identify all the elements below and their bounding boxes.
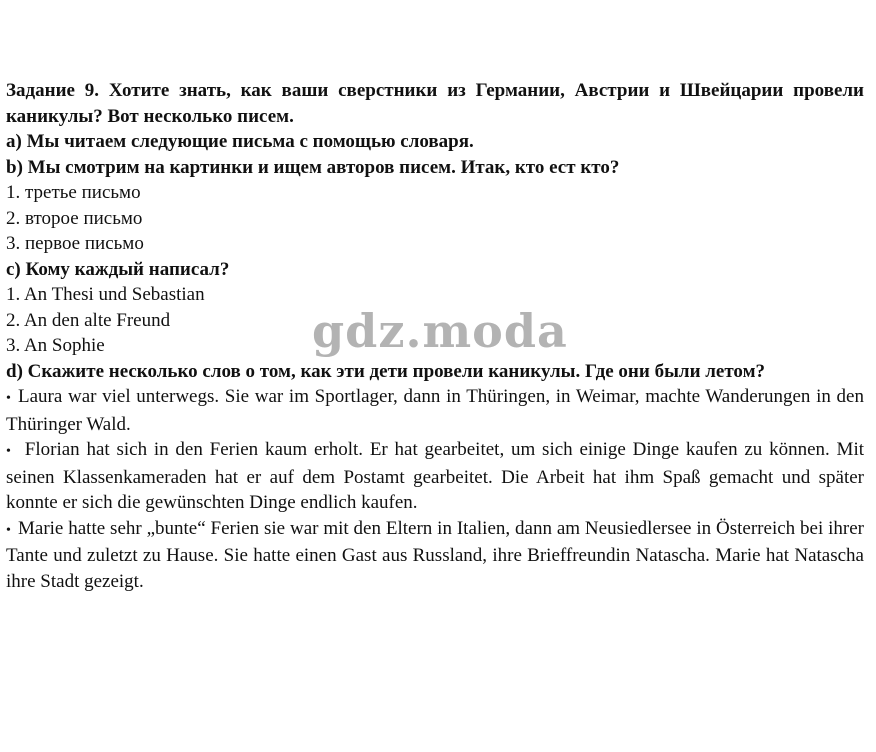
task-heading: Задание 9. Хотите знать, как ваши сверстники из Германии, Австрии и Швейцарии провели каникулы? Вот несколько писем. [6,80,864,127]
bullet-mark: • [6,391,11,406]
answer-d-florian [6,437,864,516]
answer-b-3: 3. первое письмо [6,233,144,254]
part-b-instruction: b) Мы смотрим на картинки и ищем авторов писем. Итак, кто ест кто? [6,156,620,178]
answer-d-marie-text: Marie hatte sehr „bunte“ Ferien sie war mit den Eltern in Italien, dann am Neusiedlersee in Österreich bei ihrer Tante und zuletzt zu Hause. Sie hatte einen Gast aus Russland, ihre Brieffreundin Natascha. Marie hat Natascha ihre Stadt gezeigt. [6,517,864,592]
answer-c-2: 2. An den alte Freund [6,309,171,331]
answer-d-florian-text: Florian hat sich in den Ferien kaum erholt. Er hat gearbeitet, um sich einige Dinge kaufen zu können. Mit seinen Klassenkameraden hat er auf dem Postamt gearbeitet. Die Arbeit hat ihm Spaß gemacht und später konnte er sich die gewünschten Dinge endlich kaufen. [6,439,864,513]
answer-d-marie [6,516,864,595]
part-a-instruction: a) Мы читаем следующие письма с помощью словаря. [6,131,474,152]
bullet-mark: • [6,444,11,459]
bullet-mark: • [6,522,11,538]
answer-d-laura [6,384,864,437]
answer-b-1: 1. третье письмо [6,182,141,203]
part-d-instruction: d) Скажите несколько слов о том, как эти дети провели каникулы. Где они были летом? [6,360,766,382]
part-c-instruction: c) Кому каждый написал? [6,258,230,280]
answer-c-1: 1. An Thesi und Sebastian [6,284,205,305]
answer-c-3: 3. An Sophie [6,335,105,356]
answer-d-laura-text: Laura war viel unterwegs. Sie war im Sportlager, dann in Thüringen, in Weimar, machte Wanderungen in den Thüringer Wald. [6,386,864,435]
watermark: gdz.moda [312,304,568,358]
answer-b-2: 2. второе письмо [6,207,143,229]
